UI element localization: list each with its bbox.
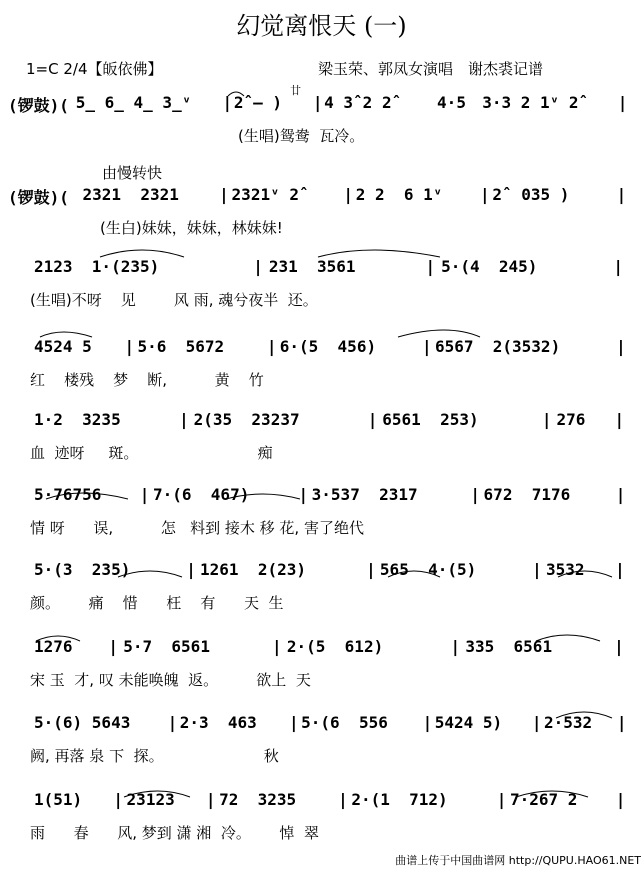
note-group: 5·(4 245) <box>441 257 538 276</box>
notation-line <box>0 485 643 511</box>
barline: | <box>289 713 299 732</box>
lyric-line: (生唱)鸳鸯 瓦冷。 <box>238 127 365 145</box>
lyric-line: 血 迹呀 斑。 痴 <box>30 444 273 462</box>
note-group: 3·537 2317 <box>311 485 418 504</box>
note-group: 2̂ 035 ) <box>492 185 570 204</box>
barline: | <box>531 713 542 732</box>
note-group: (锣鼓)( <box>8 188 69 207</box>
barline: | <box>496 790 507 809</box>
note-group: 2321 2321 <box>82 185 179 204</box>
note-group: 3·3 2 1ᵛ 2̂ <box>482 93 579 112</box>
barline: | <box>616 713 627 732</box>
note-group: 6561 253) <box>382 410 479 429</box>
notation-line <box>0 410 643 436</box>
notation-line <box>0 185 643 211</box>
barline: | <box>219 185 229 204</box>
barline: | <box>108 637 119 656</box>
barline: | <box>422 337 432 356</box>
barline: | <box>205 790 216 809</box>
note-group: 5·7 6561 <box>123 637 210 656</box>
note-group: 2321ᵛ 2̂ <box>231 185 299 204</box>
barline: | <box>167 713 178 732</box>
barline: | <box>124 337 135 356</box>
notation-line <box>0 713 643 739</box>
note-group: 5·(6) 5643 <box>34 713 131 732</box>
barline: | <box>615 560 625 579</box>
barline: | <box>617 93 628 112</box>
note-group: (锣鼓)( <box>8 96 69 115</box>
tempo-marking: 由慢转快 <box>102 164 163 182</box>
lyric-line: 颜。 痛 惜 枉 有 天 生 <box>30 594 284 612</box>
note-group: 2·(1 712) <box>351 790 448 809</box>
watermark: 曲谱上传于中国曲谱网 http://QUPU.HAO61.NET <box>395 854 641 867</box>
barline: | <box>312 93 323 112</box>
barline: | <box>422 713 433 732</box>
note-group: 5·76756 <box>34 485 102 504</box>
barline: | <box>343 185 353 204</box>
notation-line <box>0 337 643 363</box>
note-group: 23123 <box>126 790 175 809</box>
barline: | <box>614 637 624 656</box>
lyric-line: 雨 春 风, 梦到 潇 湘 冷。 悼 翠 <box>30 824 319 842</box>
note-group: 7·267 2 <box>510 790 578 809</box>
note-group: 565 4·(5) <box>379 560 477 579</box>
lyric-line: (生唱)不呀 见 风 雨, 魂兮夜半 还。 <box>30 291 318 309</box>
barline: | <box>614 410 625 429</box>
notation-line <box>0 257 643 283</box>
barline: | <box>616 337 626 356</box>
note-group: 2·532 <box>544 713 593 732</box>
lyric-line: 阙, 再落 泉 下 探。 秋 <box>30 747 279 765</box>
barline: | <box>222 93 233 112</box>
barline: | <box>266 337 277 356</box>
note-group: 4·5 <box>437 93 466 112</box>
barline: | <box>470 485 480 504</box>
barline: | <box>613 257 623 276</box>
barline: | <box>616 185 627 204</box>
notation-line <box>0 93 643 119</box>
barline: | <box>366 560 376 579</box>
barline: | <box>139 485 150 504</box>
note-group: 5424 5) <box>434 713 503 732</box>
note-group: 1·2 3235 <box>34 410 121 429</box>
note-group: 335 6561 <box>465 637 553 656</box>
lyric-line: 情 呀 误, 怎 料到 接木 移 花, 害了绝代 <box>30 519 364 537</box>
barline: | <box>425 257 436 276</box>
note-group: 5·(6 556 <box>301 713 388 732</box>
lyric-line: 红 楼残 梦 断, 黄 竹 <box>30 371 264 389</box>
notation-line <box>0 790 643 816</box>
note-group: 672 7176 <box>483 485 571 504</box>
notation-line <box>0 560 643 586</box>
note-group: 5·6 5672 <box>137 337 225 356</box>
note-group: 2 2 6 1ᵛ <box>355 185 443 204</box>
barline: | <box>253 257 263 276</box>
note-group: 72 3235 <box>219 790 297 809</box>
lyric-line: 宋 玉 才, 叹 未能唤魄 返。 欲上 天 <box>30 671 311 689</box>
barline: | <box>186 560 196 579</box>
note-group: 231 3561 <box>268 257 356 276</box>
note-group: 4 3̂ 2 2̂ <box>324 93 392 112</box>
score-title: 幻觉离恨天 (一) <box>236 12 407 40</box>
barline: | <box>479 185 490 204</box>
nian-mark: 廿 <box>290 84 301 97</box>
barline: | <box>532 560 542 579</box>
note-group: 5̲ 6̲ 4̲ 3̲ᵛ <box>75 93 192 112</box>
note-group: 6567 2(3532) <box>434 337 561 356</box>
note-group: 2123 1·(235) <box>34 257 160 276</box>
barline: | <box>338 790 348 809</box>
note-group: 5·(3 235) <box>34 560 131 579</box>
note-group: 2·(5 612) <box>286 637 384 656</box>
note-group: 3532 <box>545 560 585 579</box>
note-group: 7·(6 467) <box>153 485 250 504</box>
barline: | <box>272 637 282 656</box>
notation-line <box>0 637 643 663</box>
key-signature: 1=C 2/4【皈依佛】 <box>26 60 163 78</box>
barline: | <box>179 410 189 429</box>
performer-credits: 梁玉荣、郭凤女演唱 谢杰裘记谱 <box>318 60 544 78</box>
barline: | <box>367 410 378 429</box>
barline: | <box>541 410 552 429</box>
barline: | <box>615 485 626 504</box>
note-group: 2(35 23237 <box>193 410 300 429</box>
note-group: 6·(5 456) <box>279 337 377 356</box>
note-group: 1(51) <box>34 790 83 809</box>
barline: | <box>450 637 461 656</box>
note-group: 2̂ – ) <box>233 93 282 112</box>
note-group: 1261 2(23) <box>200 560 306 579</box>
barline: | <box>615 790 626 809</box>
barline: | <box>113 790 123 809</box>
lyric-line: (生白)妹妹，妹妹，林妹妹! <box>100 219 283 237</box>
note-group: 4524 5 <box>34 337 92 356</box>
note-group: 1276 <box>34 637 73 656</box>
note-group: 276 <box>556 410 586 429</box>
note-group: 2·3 463 <box>179 713 257 732</box>
barline: | <box>298 485 309 504</box>
